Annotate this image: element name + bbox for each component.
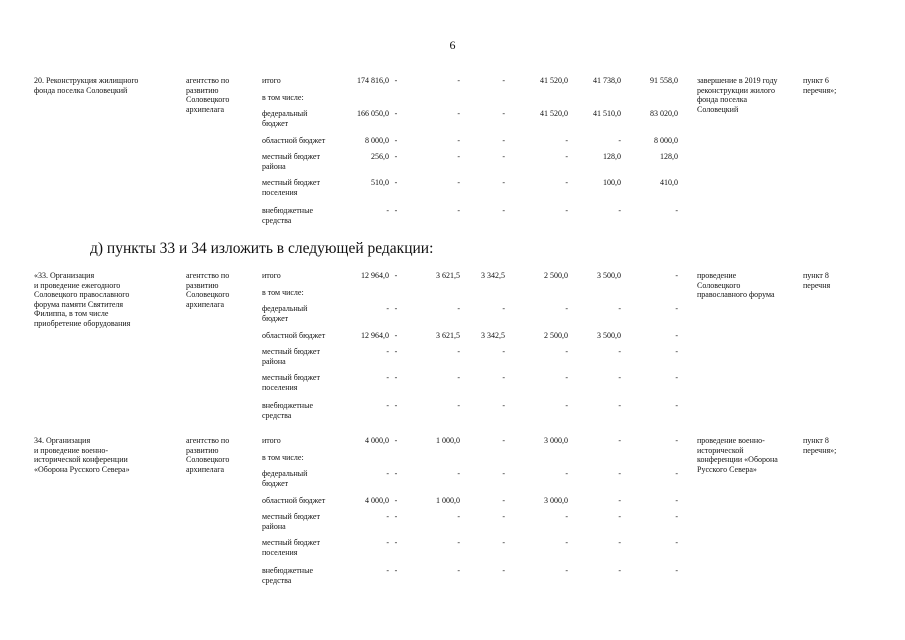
amount-cell: - [502,496,505,505]
amount-cell: 128,0 [603,152,621,161]
funding-source: средства [262,215,292,225]
expected-result: конференции «Оборона [697,455,778,464]
amount-cell: 12 964,0 [361,271,389,280]
amount-cell: - [394,136,398,145]
amendment-heading: д) пункты 33 и 34 изложить в следующей редакции: [90,240,434,257]
amount-cell: - [394,178,398,187]
executor: архипелага [186,464,225,474]
amount-cell: - [394,512,398,521]
activity-name: Соловецкого православного [34,290,130,299]
amount-cell: - [618,206,621,215]
amount-cell: - [457,512,460,521]
funding-source: бюджет [262,118,289,128]
amount-cell: - [565,206,568,215]
amount-cell: - [565,538,568,547]
funding-source: местный бюджет [262,373,320,382]
amount-cell: - [386,566,389,575]
reference: перечня»; [803,85,837,95]
amount-cell: - [675,373,678,382]
amount-cell: - [675,401,678,410]
amount-cell: - [502,373,505,382]
activity-name: «Оборона Русского Севера» [34,464,130,474]
amount-cell: 12 964,0 [361,331,389,340]
amount-cell: - [502,304,505,313]
amount-cell: - [502,566,505,575]
amount-cell: - [675,436,678,445]
amount-cell: - [386,206,389,215]
amount-cell: - [565,347,568,356]
amount-cell: - [502,178,505,187]
amount-cell: - [618,566,621,575]
amount-cell: - [394,206,398,215]
amount-cell: - [618,347,621,356]
activity-name: Филиппа, в том числе [34,309,109,318]
funding-source: района [262,521,286,531]
amount-cell: - [618,538,621,547]
executor: архипелага [186,299,225,309]
funding-source: местный бюджет [262,178,320,187]
amount-cell: - [675,304,678,313]
amount-cell: 2 500,0 [544,331,568,340]
amount-cell: - [394,152,398,161]
amount-cell: - [618,512,621,521]
amount-cell: 8 000,0 [654,136,678,145]
expected-result: проведение [697,271,737,280]
amount-cell: 1 000,0 [436,436,460,445]
expected-result: проведение военно- [697,436,765,445]
page-number: 6 [449,38,456,52]
amount-cell: - [457,136,460,145]
funding-source: областной бюджет [262,136,326,145]
amount-cell: - [457,76,460,85]
amount-cell: 128,0 [660,152,678,161]
amount-cell: - [502,109,505,118]
amount-cell: - [618,469,621,478]
expected-result: православного форума [697,290,775,299]
funding-source: местный бюджет [262,347,320,356]
amount-cell: 3 000,0 [544,436,568,445]
amount-cell: 410,0 [660,178,678,187]
amount-cell: - [394,304,398,313]
funding-source: итого [262,436,281,445]
amount-cell: - [457,469,460,478]
amount-cell: - [565,512,568,521]
amount-cell: - [394,76,398,85]
amount-cell: - [394,566,398,575]
amount-cell: - [502,401,505,410]
amount-cell: 3 500,0 [597,271,621,280]
expected-result: Соловецкий [697,104,739,114]
activity-name: исторической конференции [34,455,128,464]
reference: пункт 6 [803,76,829,85]
expected-result: исторической [697,445,744,455]
expected-result: реконструкции жилого [697,85,775,95]
executor: архипелага [186,104,225,114]
funding-source: поселения [262,382,298,392]
amount-cell: - [565,401,568,410]
activity-name: приобретение оборудования [34,318,131,328]
reference: пункт 8 [803,271,829,280]
amount-cell: - [565,566,568,575]
activity-name: и проведение ежегодного [34,280,121,290]
amount-cell: - [565,304,568,313]
amount-cell: - [502,136,505,145]
amount-cell: - [675,347,678,356]
amount-cell: - [394,538,398,547]
amount-cell: - [394,401,398,410]
executor: агентство по [186,436,230,445]
amount-cell: 166 050,0 [357,109,389,118]
amount-cell: 91 558,0 [650,76,678,85]
amount-cell: - [386,401,389,410]
funding-source: бюджет [262,313,289,323]
activity-name: 34. Организация [34,436,91,445]
amount-cell: - [457,206,460,215]
executor: агентство по [186,76,230,85]
funding-source: местный бюджет [262,538,320,547]
amount-cell: - [502,469,505,478]
funding-source: в том числе: [262,288,304,297]
expected-result: Русского Севера» [697,464,757,474]
amount-cell: 3 000,0 [544,496,568,505]
funding-source: района [262,161,286,171]
amount-cell: - [394,436,398,445]
funding-source: бюджет [262,478,289,488]
amount-cell: - [457,109,460,118]
amount-cell: - [502,206,505,215]
funding-source: федеральный [262,469,308,478]
amount-cell: - [565,469,568,478]
amount-cell: 41 510,0 [593,109,621,118]
amount-cell: - [457,152,460,161]
executor: развитию [186,85,219,95]
amount-cell: - [394,109,398,118]
amount-cell: - [675,331,678,340]
amount-cell: - [565,178,568,187]
amount-cell: 41 738,0 [593,76,621,85]
amount-cell: - [457,538,460,547]
executor: Соловецкого [186,95,230,104]
amount-cell: - [502,512,505,521]
amount-cell: - [618,136,621,145]
amount-cell: - [618,304,621,313]
amount-cell: - [386,469,389,478]
funding-source: областной бюджет [262,331,326,340]
amount-cell: - [618,496,621,505]
reference: перечня»; [803,445,837,455]
amount-cell: - [457,178,460,187]
expected-result: завершение в 2019 году [697,76,778,85]
amount-cell: - [394,271,398,280]
funding-source: местный бюджет [262,152,320,161]
funding-source: внебюджетные [262,566,313,575]
amount-cell: - [394,469,398,478]
funding-source: внебюджетные [262,401,313,410]
amount-cell: - [386,347,389,356]
amount-cell: - [618,373,621,382]
executor: развитию [186,280,219,290]
amount-cell: 174 816,0 [357,76,389,85]
amount-cell: - [394,373,398,382]
funding-source: в том числе: [262,453,304,462]
reference: перечня [803,280,831,290]
amount-cell: - [502,538,505,547]
amount-cell: - [394,331,398,340]
funding-source: внебюджетные [262,206,313,215]
activity-name: 20. Реконструкция жилищного [34,76,139,85]
amount-cell: - [394,496,398,505]
executor: Соловецкого [186,455,230,464]
amount-cell: 3 342,5 [481,331,505,340]
funding-source: средства [262,410,292,420]
expected-result: Соловецкого [697,280,741,290]
funding-source: поселения [262,187,298,197]
reference: пункт 8 [803,436,829,445]
amount-cell: 2 500,0 [544,271,568,280]
amount-cell: - [457,401,460,410]
funding-source: итого [262,271,281,280]
amount-cell: 8 000,0 [365,136,389,145]
amount-cell: - [675,206,678,215]
amount-cell: - [675,496,678,505]
funding-source: федеральный [262,304,308,313]
funding-source: в том числе: [262,93,304,102]
amount-cell: - [565,136,568,145]
amount-cell: - [457,304,460,313]
amount-cell: - [386,512,389,521]
amount-cell: 100,0 [603,178,621,187]
funding-source: средства [262,575,292,585]
activity-name: «33. Организация [34,271,95,280]
activity-name: и проведение военно- [34,445,109,455]
amount-cell: - [675,271,678,280]
funding-source: района [262,356,286,366]
expected-result: фонда поселка [697,95,748,104]
amount-cell: - [565,152,568,161]
amount-cell: - [502,76,505,85]
amount-cell: - [675,512,678,521]
amount-cell: 4 000,0 [365,496,389,505]
amount-cell: 256,0 [371,152,389,161]
amount-cell: 1 000,0 [436,496,460,505]
activity-name: форума памяти Святителя [34,299,124,309]
amount-cell: - [675,469,678,478]
amount-cell: - [457,566,460,575]
amount-cell: - [502,347,505,356]
amount-cell: - [618,401,621,410]
amount-cell: - [618,436,621,445]
funding-source: итого [262,76,281,85]
amount-cell: 3 621,5 [436,271,460,280]
activity-name: фонда поселка Соловецкий [34,85,128,95]
executor: развитию [186,445,219,455]
amount-cell: - [386,538,389,547]
executor: Соловецкого [186,290,230,299]
funding-source: федеральный [262,109,308,118]
amount-cell: 83 020,0 [650,109,678,118]
funding-source: местный бюджет [262,512,320,521]
amount-cell: - [394,347,398,356]
amount-cell: - [457,347,460,356]
amount-cell: - [502,152,505,161]
amount-cell: - [502,436,505,445]
amount-cell: - [457,373,460,382]
amount-cell: 3 500,0 [597,331,621,340]
amount-cell: 41 520,0 [540,76,568,85]
amount-cell: 4 000,0 [365,436,389,445]
amount-cell: - [565,373,568,382]
amount-cell: - [386,373,389,382]
amount-cell: - [675,566,678,575]
amount-cell: 41 520,0 [540,109,568,118]
funding-source: областной бюджет [262,496,326,505]
funding-source: поселения [262,547,298,557]
executor: агентство по [186,271,230,280]
amount-cell: - [386,304,389,313]
amount-cell: 3 342,5 [481,271,505,280]
amount-cell: 3 621,5 [436,331,460,340]
amount-cell: 510,0 [371,178,389,187]
amount-cell: - [675,538,678,547]
